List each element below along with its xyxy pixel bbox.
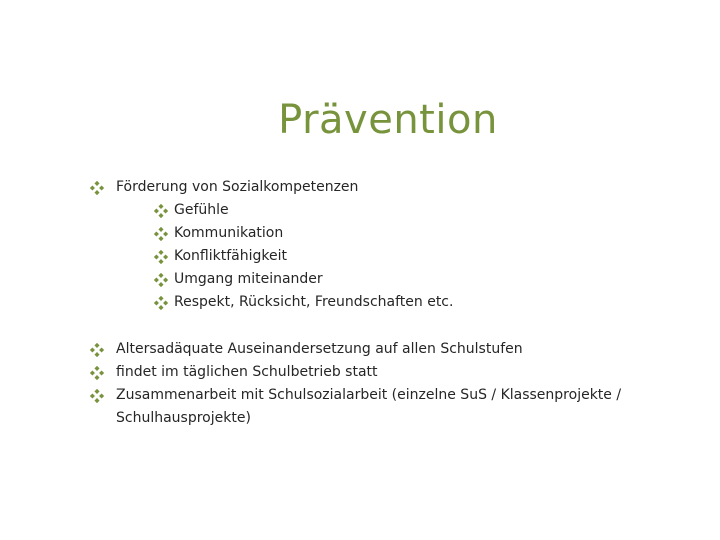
sublist-item: [116, 291, 650, 314]
diamond-bullet-icon: [90, 366, 104, 380]
sublist-item: [116, 222, 650, 245]
diamond-bullet-icon: [154, 204, 168, 218]
diamond-bullet-icon: [90, 343, 104, 357]
sublist-item: [116, 268, 650, 291]
list-item-text: Altersadäquate Auseinandersetzung auf allen Schulstufen: [116, 341, 523, 357]
bullet-sublist: [116, 199, 650, 314]
sublist-item-text: Kommunikation: [174, 225, 284, 241]
sublist-item-text: Umgang miteinander: [174, 271, 323, 287]
list-item: [90, 361, 650, 384]
list-item-text: Förderung von Sozialkompetenzen: [116, 179, 359, 195]
bullet-list-main: [90, 176, 650, 314]
diamond-bullet-icon: [154, 273, 168, 287]
sublist-item-text: Konfliktfähigkeit: [174, 248, 287, 264]
list-item: [90, 384, 650, 430]
slide-title: Prävention: [278, 97, 498, 143]
sublist-item: [116, 245, 650, 268]
diamond-bullet-icon: [154, 227, 168, 241]
diamond-bullet-icon: [154, 296, 168, 310]
diamond-bullet-icon: [154, 250, 168, 264]
bullet-list-secondary: [90, 338, 650, 430]
list-item: [90, 176, 650, 314]
list-item-text-line2: Schulhausprojekte): [116, 410, 251, 426]
sublist-item: [116, 199, 650, 222]
list-item-text: findet im täglichen Schulbetrieb statt: [116, 364, 378, 380]
sublist-item-text: Respekt, Rücksicht, Freundschaften etc.: [174, 294, 454, 310]
list-item: [90, 338, 650, 361]
diamond-bullet-icon: [90, 181, 104, 195]
diamond-bullet-icon: [90, 389, 104, 403]
sublist-item-text: Gefühle: [174, 202, 229, 218]
list-item-text-line1: Zusammenarbeit mit Schulsozialarbeit (einzelne SuS / Klassenprojekte /: [116, 387, 622, 403]
